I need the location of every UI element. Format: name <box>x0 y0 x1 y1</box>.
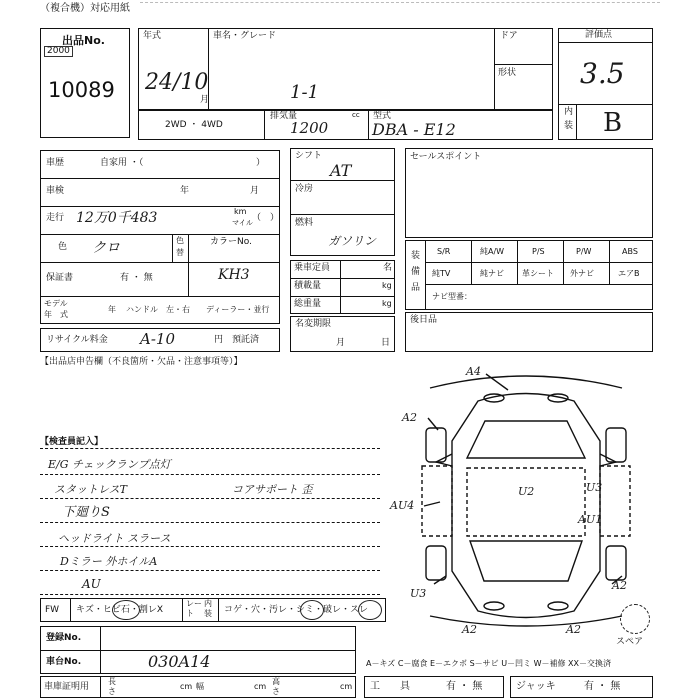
taillight-right <box>548 602 568 610</box>
recycle-value: A-10 <box>140 330 175 348</box>
mileage-value: 12万0千483 <box>76 210 158 226</box>
inspector-note-2: スタットレスT <box>54 483 128 496</box>
tools-options: 有 ・ 無 <box>446 681 483 692</box>
equip-aw: 純A/W <box>480 247 505 256</box>
equip-ext-navi: 外ナビ <box>570 269 594 278</box>
wheel-rr <box>606 546 626 580</box>
shape-label: 形状 <box>498 68 517 78</box>
right-side-panel <box>600 466 630 536</box>
diagram-mark-a2-rear-right: A2 <box>566 623 581 636</box>
mirror-left <box>436 454 452 466</box>
equip-navi: 純ナビ <box>480 269 504 278</box>
history-close: ） <box>256 158 266 168</box>
capacity-unit: 名 <box>383 263 393 273</box>
type-value: DBA - E12 <box>372 120 456 139</box>
left-side-panel <box>422 466 452 536</box>
dealer-label: ディーラー・並行 <box>206 305 270 314</box>
interior-circle-mark-1 <box>300 600 324 620</box>
diagram-mark-u3-rear: U3 <box>410 587 427 600</box>
wheel-fr <box>606 428 626 462</box>
model-value: 1-1 <box>290 82 319 103</box>
repair-4: 装 <box>204 609 212 618</box>
equip-ps: P/S <box>532 247 545 256</box>
garage-cm-2: cm <box>254 682 267 691</box>
equip-abs: ABS <box>622 247 638 256</box>
interior-label-2: 装 <box>564 121 574 131</box>
garage-cm-3: cm <box>340 682 353 691</box>
gross-label: 総重量 <box>294 299 322 309</box>
chassis-label: 車台No. <box>46 657 82 667</box>
inspector-note-1: E/G チェックランプ点灯 <box>48 458 171 471</box>
color-change-2: 替 <box>176 248 184 257</box>
equip-sr: S/R <box>437 247 451 256</box>
displacement-label: 排気量 <box>270 111 298 121</box>
inspector-note-3: 下廻りS <box>62 505 110 520</box>
jack-options: 有 ・ 無 <box>584 681 621 692</box>
navi-model-label: ナビ型番： <box>432 292 472 301</box>
model-label: 車名・グレード <box>213 31 277 41</box>
ac-label: 冷房 <box>295 184 314 194</box>
equipment-label-1: 装 <box>411 251 421 261</box>
wheel-fl <box>426 428 446 462</box>
shift-label: シフト <box>295 151 323 161</box>
tools-label: 工 具 <box>370 681 410 692</box>
recycle-suffix: 円 預託済 <box>214 335 260 345</box>
model-year-label-2: 年 式 <box>44 310 68 319</box>
spare-tire-icon <box>620 604 650 634</box>
damage-legend: A－キズ C－腐食 E－エクボ S－サビ U－凹ミ W－補修 XX－交換済 <box>366 659 612 668</box>
equip-airbag: エアB <box>618 269 640 278</box>
mileage-paren: （ ） <box>252 213 280 223</box>
garage-label: 車庫証明用 <box>44 682 90 692</box>
year-label: 年式 <box>143 31 162 41</box>
retrofit-label: 後日品 <box>410 315 438 325</box>
diagram-mark-au4: AU4 <box>390 499 415 512</box>
color-change-1: 色 <box>176 236 184 245</box>
color-no-value: KH3 <box>218 267 250 283</box>
load-label: 積載量 <box>294 281 322 291</box>
diagram-mark-u3-right: U3 <box>586 481 603 494</box>
type-label: 型式 <box>373 111 392 121</box>
lot-label: 出品No. <box>62 34 105 47</box>
diagram-mark-u2: U2 <box>518 485 535 498</box>
garage-height-2: さ <box>272 687 280 696</box>
fw-label: FW <box>45 605 60 615</box>
equipment-label-2: 備 <box>411 267 421 277</box>
leader-au4 <box>424 502 440 506</box>
wheel-rl <box>426 546 446 580</box>
jack-label: ジャッキ <box>516 681 556 692</box>
load-unit: kg <box>382 281 392 290</box>
transfer-day: 日 <box>381 338 391 348</box>
transfer-label: 名変期限 <box>295 319 332 329</box>
fuel-value: ガソリン <box>328 234 377 248</box>
lot-year-box: 2000 <box>44 46 73 57</box>
registration-label: 登録No. <box>46 633 82 643</box>
rear-window <box>470 541 582 581</box>
history-value: 自家用 ・（ <box>100 158 144 168</box>
spare-label: スペア <box>616 637 644 647</box>
interior-label-1: 内 <box>564 107 574 117</box>
year-month-unit: 月 <box>200 95 210 105</box>
fuel-label: 燃料 <box>295 218 314 228</box>
repair-1: レー <box>186 599 202 608</box>
inspector-note-right: コアサポート 歪 <box>232 483 313 496</box>
diagram-mark-au1: AU1 <box>578 513 603 526</box>
shift-value: AT <box>330 161 352 180</box>
equipment-label-3: 品 <box>411 283 421 293</box>
handle-label: ハンドル 左・右 <box>126 305 190 314</box>
garage-long-1: 長 <box>108 677 116 686</box>
inspection-year: 年 <box>180 186 190 196</box>
diagram-mark-a4: A4 <box>466 365 481 378</box>
gross-unit: kg <box>382 299 392 308</box>
inspector-label: 【検査員記入】 <box>40 437 104 447</box>
color-label: 色 <box>58 242 68 252</box>
displacement-unit: cc <box>352 111 360 119</box>
history-label: 車歴 <box>46 158 65 168</box>
equip-pw: P/W <box>576 247 592 256</box>
mileage-unit-mile: マイル <box>232 219 253 227</box>
equip-leather: 革シート <box>522 269 554 278</box>
drive-label: 2WD ・ 4WD <box>165 120 223 130</box>
chassis-value: 030A14 <box>148 652 211 671</box>
mirror-right <box>600 454 616 466</box>
inspection-month: 月 <box>250 186 260 196</box>
repair-2: ト <box>186 609 194 618</box>
repair-3: 内 <box>204 599 212 608</box>
year-value: 24/10 <box>145 70 209 95</box>
model-year-label-1: モデル <box>44 299 68 308</box>
sales-point-label: セールスポイント <box>410 152 482 162</box>
recycle-label: リサイクル料金 <box>46 335 108 345</box>
transfer-month: 月 <box>336 338 346 348</box>
roof-panel <box>467 468 585 536</box>
inspector-note-5: Dミラー 外ホイルA <box>60 555 158 568</box>
garage-width: 幅 <box>196 682 204 691</box>
diagram-mark-a2-side: A2 <box>612 579 627 592</box>
capacity-label: 乗車定員 <box>294 263 331 273</box>
door-label: ドア <box>500 31 518 41</box>
report-label: 【出品店申告欄（不良箇所・欠品・注意事項等）】 <box>40 357 243 367</box>
car-damage-diagram <box>390 366 662 646</box>
retrofit-box <box>405 312 653 352</box>
interior-circle-mark-2 <box>358 600 382 620</box>
inspection-label: 車検 <box>46 186 65 196</box>
hood-line <box>467 421 585 458</box>
fw-circle-mark <box>112 600 140 620</box>
taillight-left <box>484 602 504 610</box>
warranty-options: 有 ・ 無 <box>120 273 153 283</box>
color-no-label: カラーNo. <box>210 237 252 247</box>
score-value: 3.5 <box>580 57 625 90</box>
header-bleed <box>140 2 660 3</box>
inspector-note-4: ヘッドライト スラース <box>58 532 171 545</box>
score-label: 評価点 <box>585 30 613 40</box>
equip-tv: 純TV <box>432 269 451 278</box>
warranty-label: 保証書 <box>46 273 74 283</box>
form-title: （複合機）対応用紙 <box>40 3 130 14</box>
inspector-note-6: AU <box>82 577 101 591</box>
fw-options: キズ・ヒビ石・割レX <box>76 605 163 615</box>
diagram-mark-a2-rear-left: A2 <box>462 623 477 636</box>
displacement-value: 1200 <box>290 119 329 137</box>
lot-number: 10089 <box>48 78 115 102</box>
mileage-label: 走行 <box>46 213 65 223</box>
garage-cm-1: cm <box>180 682 193 691</box>
car-body-outline <box>452 394 603 618</box>
interior-value: B <box>603 108 623 138</box>
garage-long-2: さ <box>108 687 116 696</box>
model-year-year: 年 <box>108 305 116 314</box>
diagram-mark-a2-front: A2 <box>402 411 417 424</box>
color-value: クロ <box>92 240 120 256</box>
front-bumper <box>430 376 622 388</box>
garage-height-1: 高 <box>272 677 280 686</box>
interior-options: コゲ・穴・汚レ・シミ・破レ・スレ <box>224 605 369 615</box>
mileage-unit-km: km <box>234 207 247 216</box>
